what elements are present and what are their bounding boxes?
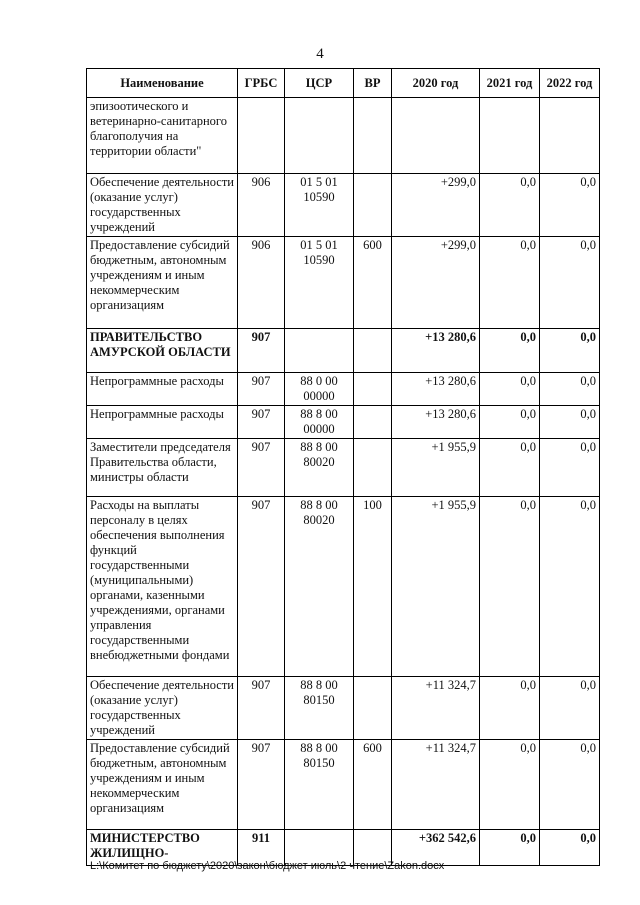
- row-grbs: 907: [238, 439, 285, 497]
- row-2020: +362 542,6: [392, 830, 480, 866]
- row-2020: +299,0: [392, 174, 480, 237]
- header-2020: 2020 год: [392, 69, 480, 98]
- row-vr: [354, 174, 392, 237]
- row-2020: +13 280,6: [392, 329, 480, 373]
- row-grbs: 907: [238, 497, 285, 677]
- header-2021: 2021 год: [480, 69, 540, 98]
- row-vr: 600: [354, 237, 392, 329]
- header-name: Наименование: [87, 69, 238, 98]
- row-name: Обеспечение деятельности (оказание услуг) государственных учреждений: [87, 174, 238, 237]
- row-2021: 0,0: [480, 406, 540, 439]
- row-name: МИНИСТЕРСТВО ЖИЛИЩНО-: [87, 830, 238, 866]
- row-2021: 0,0: [480, 439, 540, 497]
- row-grbs: 907: [238, 740, 285, 830]
- row-name: Предоставление субсидий бюджетным, автономным учреждениям и иным некоммерческим организациям: [87, 237, 238, 329]
- row-vr: [354, 98, 392, 174]
- row-vr: [354, 373, 392, 406]
- table-row: [87, 740, 600, 830]
- row-csr: 88 0 00 00000: [285, 373, 354, 406]
- row-vr: [354, 439, 392, 497]
- row-2022: 0,0: [540, 497, 600, 677]
- row-2021: 0,0: [480, 329, 540, 373]
- row-name: Заместители председателя Правительства области, министры области: [87, 439, 238, 497]
- row-csr: 88 8 00 80150: [285, 677, 354, 740]
- row-2021: 0,0: [480, 174, 540, 237]
- header-2022: 2022 год: [540, 69, 600, 98]
- row-vr: [354, 329, 392, 373]
- table-row: [87, 677, 600, 740]
- row-2022: 0,0: [540, 329, 600, 373]
- row-2020: +1 955,9: [392, 439, 480, 497]
- row-2020: +299,0: [392, 237, 480, 329]
- page-number: 4: [316, 46, 324, 62]
- row-2022: 0,0: [540, 174, 600, 237]
- row-name: эпизоотического и ветеринарно-санитарного благополучия на территории области": [87, 98, 238, 174]
- row-csr: 88 8 00 00000: [285, 406, 354, 439]
- table-row: [87, 406, 600, 439]
- row-2021: 0,0: [480, 677, 540, 740]
- row-grbs: 907: [238, 329, 285, 373]
- row-2022: 0,0: [540, 373, 600, 406]
- row-grbs: [238, 98, 285, 174]
- row-2021: [480, 98, 540, 174]
- row-2020: +13 280,6: [392, 406, 480, 439]
- row-vr: 600: [354, 740, 392, 830]
- row-grbs: 907: [238, 406, 285, 439]
- row-2022: 0,0: [540, 830, 600, 866]
- row-2022: 0,0: [540, 740, 600, 830]
- row-name: Предоставление субсидий бюджетным, автономным учреждениям и иным некоммерческим организациям: [87, 740, 238, 830]
- row-2020: +1 955,9: [392, 497, 480, 677]
- table-row: [87, 329, 600, 373]
- row-vr: [354, 677, 392, 740]
- row-grbs: 907: [238, 677, 285, 740]
- budget-table: [86, 68, 600, 866]
- table-row: [87, 497, 600, 677]
- header-csr: ЦСР: [285, 69, 354, 98]
- table-row: [87, 439, 600, 497]
- row-2021: 0,0: [480, 237, 540, 329]
- row-name: Расходы на выплаты персоналу в целях обеспечения выполнения функций государственными (муниципальными) органами, казенными учреждениями, органами управления государственными внебюджетными фондами: [87, 497, 238, 677]
- row-2022: 0,0: [540, 237, 600, 329]
- row-2020: +11 324,7: [392, 677, 480, 740]
- row-vr: 100: [354, 497, 392, 677]
- row-2020: +13 280,6: [392, 373, 480, 406]
- table-row: [87, 174, 600, 237]
- row-csr: 88 8 00 80020: [285, 439, 354, 497]
- row-2020: +11 324,7: [392, 740, 480, 830]
- row-grbs: 907: [238, 373, 285, 406]
- row-csr: 01 5 01 10590: [285, 237, 354, 329]
- row-grbs: 911: [238, 830, 285, 866]
- row-csr: [285, 329, 354, 373]
- row-vr: [354, 406, 392, 439]
- row-name: Непрограммные расходы: [87, 406, 238, 439]
- table-row: [87, 237, 600, 329]
- file-path-footer: L:\Комитет по бюджету\2020\закон\бюджет июль\2 чтение\Zakon.docx: [90, 860, 445, 872]
- row-grbs: 906: [238, 174, 285, 237]
- row-csr: 01 5 01 10590: [285, 174, 354, 237]
- row-2021: 0,0: [480, 497, 540, 677]
- table-header-row: [87, 69, 600, 98]
- table-row: [87, 373, 600, 406]
- row-grbs: 906: [238, 237, 285, 329]
- row-2021: 0,0: [480, 740, 540, 830]
- header-vr: ВР: [354, 69, 392, 98]
- row-2020: [392, 98, 480, 174]
- table-row: [87, 98, 600, 174]
- header-grbs: ГРБС: [238, 69, 285, 98]
- row-2022: 0,0: [540, 439, 600, 497]
- row-2021: 0,0: [480, 830, 540, 866]
- row-2022: 0,0: [540, 406, 600, 439]
- row-2021: 0,0: [480, 373, 540, 406]
- row-name: Обеспечение деятельности (оказание услуг) государственных учреждений: [87, 677, 238, 740]
- row-2022: 0,0: [540, 677, 600, 740]
- row-2022: [540, 98, 600, 174]
- row-name: Непрограммные расходы: [87, 373, 238, 406]
- row-csr: 88 8 00 80020: [285, 497, 354, 677]
- row-csr: [285, 98, 354, 174]
- row-csr: 88 8 00 80150: [285, 740, 354, 830]
- row-name: ПРАВИТЕЛЬСТВО АМУРСКОЙ ОБЛАСТИ: [87, 329, 238, 373]
